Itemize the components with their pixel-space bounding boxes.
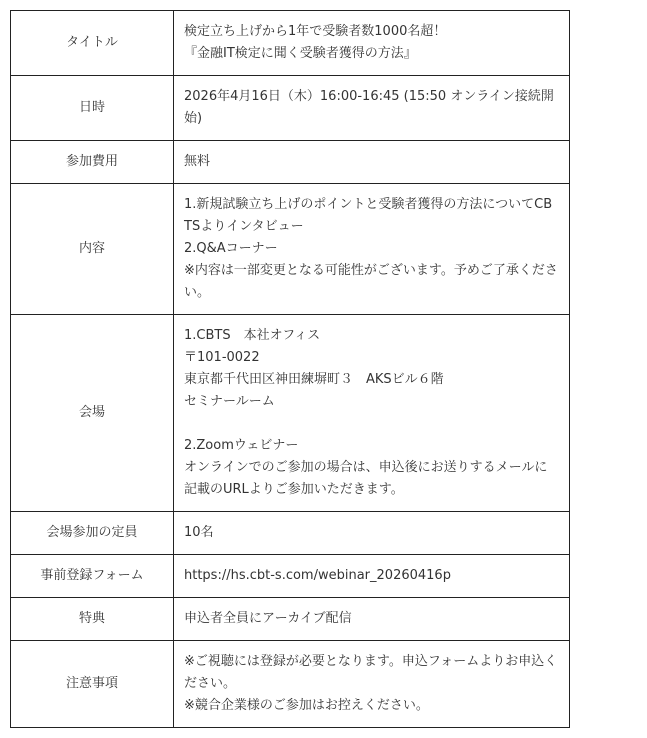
- value-datetime: [174, 76, 570, 141]
- label-content: 内容: [11, 184, 174, 315]
- venue-line-1: 1.CBTS 本社オフィス: [184, 328, 321, 343]
- venue-line-3: 東京都千代田区神田練塀町３ AKSビル６階: [184, 372, 444, 387]
- benefit-text: 申込者全員にアーカイブ配信: [184, 611, 352, 626]
- content-line-1: 1.新規試験立ち上げのポイントと受験者獲得の方法についてCBTSよりインタビュー: [184, 197, 553, 234]
- value-venue: [174, 315, 570, 512]
- row-benefit: [11, 598, 570, 641]
- row-fee: [11, 141, 570, 184]
- label-datetime: 日時: [11, 76, 174, 141]
- value-notes: [174, 641, 570, 728]
- row-datetime: [11, 76, 570, 141]
- venue-line-7: オンラインでのご参加の場合は、申込後にお送りするメールに記載のURLよりご参加いただきます。: [184, 460, 548, 497]
- value-fee: [174, 141, 570, 184]
- value-content: [174, 184, 570, 315]
- seminar-info-table: [10, 10, 570, 728]
- value-capacity: [174, 512, 570, 555]
- row-notes: [11, 641, 570, 728]
- label-benefit: 特典: [11, 598, 174, 641]
- row-venue: [11, 315, 570, 512]
- label-registration: 事前登録フォーム: [11, 555, 174, 598]
- label-title: タイトル: [11, 11, 174, 76]
- label-notes: 注意事項: [11, 641, 174, 728]
- label-venue: 会場: [11, 315, 174, 512]
- value-registration: [174, 555, 570, 598]
- datetime-text: 2026年4月16日（木）16:00-16:45 (15:50 オンライン接続開始): [184, 89, 554, 126]
- title-line-2: 『金融IT検定に聞く受験者獲得の方法』: [184, 46, 417, 61]
- row-content: [11, 184, 570, 315]
- venue-line-2: 〒101-0022: [184, 350, 260, 365]
- fee-text: 無料: [184, 154, 211, 169]
- content-line-2: 2.Q&Aコーナー: [184, 241, 278, 256]
- value-title: [174, 11, 570, 76]
- label-fee: 参加費用: [11, 141, 174, 184]
- venue-line-5: [184, 413, 559, 435]
- seminar-info-table-body: [11, 11, 570, 728]
- capacity-text: 10名: [184, 525, 214, 540]
- notes-line-1: ※ご視聴には登録が必要となります。申込フォームよりお申込ください。: [184, 654, 558, 691]
- row-title: [11, 11, 570, 76]
- value-benefit: [174, 598, 570, 641]
- venue-line-4: セミナールーム: [184, 394, 275, 409]
- row-registration: [11, 555, 570, 598]
- label-capacity: 会場参加の定員: [11, 512, 174, 555]
- title-line-1: 検定立ち上げから1年で受験者数1000名超！: [184, 24, 447, 39]
- registration-url: https://hs.cbt-s.com/webinar_20260416p: [184, 568, 451, 583]
- notes-line-2: ※競合企業様のご参加はお控えください。: [184, 698, 429, 713]
- content-line-3: ※内容は一部変更となる可能性がございます。予めご了承ください。: [184, 263, 558, 300]
- venue-line-6: 2.Zoomウェビナー: [184, 438, 299, 453]
- row-capacity: [11, 512, 570, 555]
